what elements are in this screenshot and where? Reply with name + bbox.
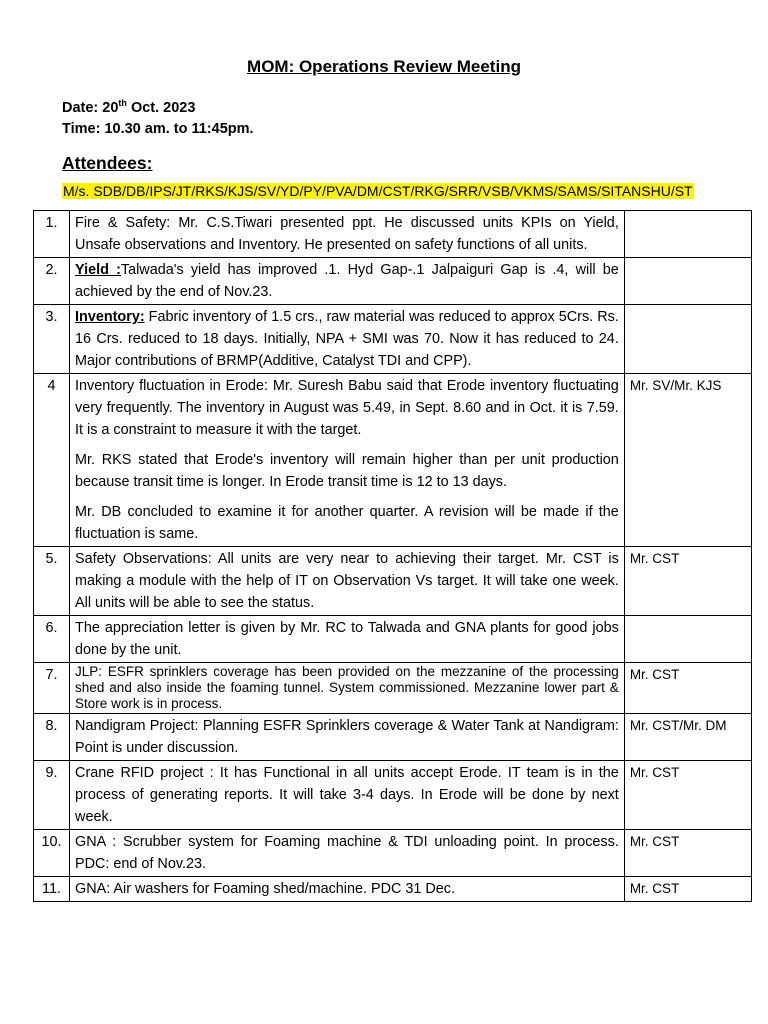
table-row (34, 547, 752, 616)
page-title: MOM: Operations Review Meeting (247, 57, 521, 76)
table-row (34, 211, 752, 258)
item-responsible: Mr. CST (624, 547, 751, 616)
item-text (70, 547, 625, 616)
table-row (34, 616, 752, 663)
table-row (34, 305, 752, 374)
item-number: 2. (34, 258, 70, 305)
item-text (70, 830, 625, 877)
item-number: 8. (34, 714, 70, 761)
item-responsible (624, 258, 751, 305)
table-row (34, 374, 752, 547)
item-number: 5. (34, 547, 70, 616)
item-text (70, 714, 625, 761)
table-row (34, 663, 752, 714)
table-row (34, 258, 752, 305)
item-text (70, 663, 625, 714)
item-paragraph: GNA : Scrubber system for Foaming machine & TDI unloading point. In process. PDC: end of Nov.23. (75, 834, 619, 872)
item-paragraph: Crane RFID project : It has Functional in all units accept Erode. IT team is in the process of generating reports. It will take 3-4 days. In Erode will be done by next week. (75, 765, 619, 825)
item-paragraph: GNA: Air washers for Foaming shed/machine. PDC 31 Dec. (75, 881, 455, 897)
item-paragraph: Fabric inventory of 1.5 crs., raw material was reduced to approx 5Crs. Rs. 16 Crs. reduced to 18 days. Initially, NPA + SMI was 70. Now it has reduced to 24. Major contributions of BRMP(Additive, Catalyst TDI and CPP). (75, 309, 619, 369)
item-paragraph: Fire & Safety: Mr. C.S.Tiwari presented ppt. He discussed units KPIs on Yield, Unsafe observations and Inventory. He presented on safety functions of all units. (75, 215, 619, 253)
minutes-table (33, 210, 752, 902)
item-responsible: Mr. CST (624, 830, 751, 877)
item-number: 4 (34, 374, 70, 547)
table-row (34, 877, 752, 902)
meeting-time: Time: 10.30 am. to 11:45pm. (62, 121, 254, 137)
item-number: 9. (34, 761, 70, 830)
item-number: 6. (34, 616, 70, 663)
item-lead-label: Inventory: (75, 309, 145, 325)
attendees-list: M/s. SDB/DB/IPS/JT/RKS/KJS/SV/YD/PY/PVA/DM/CST/RKG/SRR/VSB/VKMS/SAMS/SITANSHU/ST (63, 183, 693, 199)
table-row (34, 714, 752, 761)
item-number: 7. (34, 663, 70, 714)
item-responsible: Mr. SV/Mr. KJS (624, 374, 751, 547)
item-number: 10. (34, 830, 70, 877)
item-paragraph: Safety Observations: All units are very near to achieving their target. Mr. CST is making a module with the help of IT on Observation Vs target. It will take one week. All units will be able to see the status. (75, 551, 619, 611)
item-text (70, 616, 625, 663)
item-responsible (624, 305, 751, 374)
item-responsible: Mr. CST (624, 663, 751, 714)
item-paragraph: Mr. DB concluded to examine it for another quarter. A revision will be made if the fluctuation is same. (75, 504, 619, 542)
table-row (34, 761, 752, 830)
item-text (70, 374, 625, 547)
item-responsible: Mr. CST (624, 877, 751, 902)
item-text (70, 211, 625, 258)
item-paragraph: Nandigram Project: Planning ESFR Sprinklers coverage & Water Tank at Nandigram: Point is under discussion. (75, 718, 619, 756)
item-paragraph: Inventory fluctuation in Erode: Mr. Suresh Babu said that Erode inventory fluctuating very frequently. The inventory in August was 5.49, in Sept. 8.60 and in Oct. it is 7.59. It is a constraint to measure it with the target. (75, 378, 619, 438)
item-responsible (624, 211, 751, 258)
item-paragraph: The appreciation letter is given by Mr. RC to Talwada and GNA plants for good jobs done by the unit. (75, 620, 619, 658)
attendees-heading: Attendees: (62, 153, 153, 173)
item-responsible: Mr. CST (624, 761, 751, 830)
item-paragraph: Mr. RKS stated that Erode's inventory will remain higher than per unit production because transit time is longer. In Erode transit time is 12 to 13 days. (75, 452, 619, 490)
item-number: 1. (34, 211, 70, 258)
item-paragraph: JLP: ESFR sprinklers coverage has been provided on the mezzanine of the processing shed and also inside the foaming tunnel. System commissioned. Mezzanine lower part & Store work is in process. (75, 664, 619, 711)
item-number: 11. (34, 877, 70, 902)
item-paragraph: Talwada's yield has improved .1. Hyd Gap-.1 Jalpaiguri Gap is .4, will be achieved by the end of Nov.23. (75, 262, 619, 300)
item-number: 3. (34, 305, 70, 374)
item-responsible: Mr. CST/Mr. DM (624, 714, 751, 761)
item-lead-label: Yield : (75, 262, 121, 278)
meeting-date: Date: 20th Oct. 2023 (62, 98, 196, 116)
item-text (70, 761, 625, 830)
item-text (70, 305, 625, 374)
item-responsible (624, 616, 751, 663)
table-row (34, 830, 752, 877)
item-text (70, 877, 625, 902)
item-text (70, 258, 625, 305)
